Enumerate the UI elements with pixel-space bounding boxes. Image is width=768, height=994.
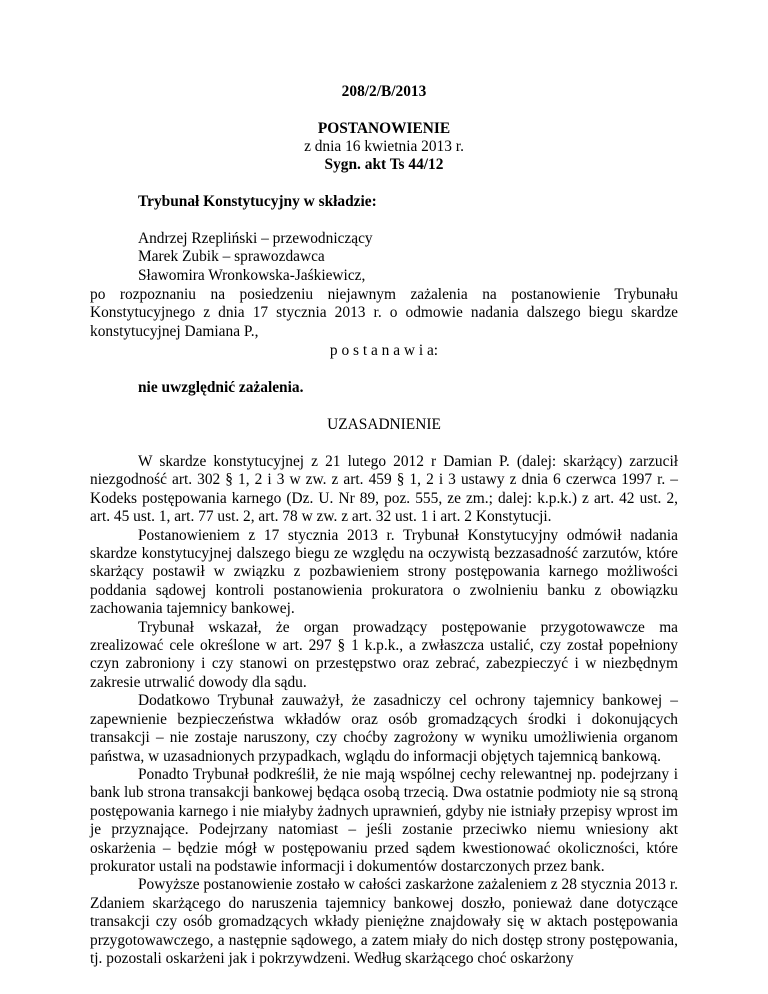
member-judge: Sławomira Wronkowska-Jaśkiewicz, bbox=[138, 266, 366, 284]
justification-heading: UZASADNIENIE bbox=[327, 416, 441, 433]
case-signature: Sygn. akt Ts 44/12 bbox=[324, 156, 444, 173]
document-date: z dnia 16 kwietnia 2013 r. bbox=[304, 138, 464, 155]
decision-text: nie uwzględnić zażalenia. bbox=[138, 379, 304, 396]
justification-paragraph: Trybunał wskazał, że organ prowadzący postępowanie przygotowawcze ma zrealizować cele określone w art. 297 § 1 k.p.k., a zwłaszcza ustalić, czy został popełniony czyn zabroniony i czy stanowi on przestępstwo oraz zebrać, zabezpieczyć i w niezbędnym zakresie utrwalić dowody dla sądu. bbox=[90, 618, 678, 691]
justification-paragraph: Ponadto Trybunał podkreślił, że nie mają wspólnej cechy relewantnej np. podejrzany i bank lub strona transakcji bankowej będąca osobą trzecią. Dwa ostatnie podmioty nie są stroną postępowania karnego i nie miałyby żadnych uprawnień, gdyby nie istniały przepisy wprost im je przyznające. Podejrzany natomiast – jeśli zostanie przeciwko niemu wniesiony akt oskarżenia – będzie mógł w postępowaniu przed sądem kwestionować okoliczności, które prokurator ustali na podstawie informacji i dokumentów dostarczonych przez bank. bbox=[90, 765, 678, 875]
composition-heading: Trybunał Konstytucyjny w składzie: bbox=[138, 193, 377, 210]
justification-paragraph: Postanowieniem z 17 stycznia 2013 r. Trybunał Konstytucyjny odmówił nadania skardze konstytucyjnej dalszego biegu ze względu na oczywistą bezzasadność zarzutów, które skarżący postawił w związku z pozbawieniem strony postępowania karnego możliwości poddania sądowej kontroli postanowienia prokuratora o zwolnieniu banku z obowiązku zachowania tajemnicy bankowej. bbox=[90, 526, 678, 618]
member-rapporteur: Marek Zubik – sprawozdawca bbox=[138, 248, 325, 266]
justification-paragraph: Powyższe postanowienie zostało w całości zaskarżone zażaleniem z 28 stycznia 2013 r. Zdaniem skarżącego do naruszenia tajemnicy bankowej doszło, ponieważ dane dotyczące transakcji czy osób gromadzących wkłady pieniężne znajdowały się w aktach postępowania przygotowawczego, a następnie sądowego, a zatem miały do nich dostęp strony postępowania, tj. pozostali oskarżeni jak i pokrzywdzeni. Według skarżącego choć oskarżony bbox=[90, 876, 678, 967]
justification-body bbox=[90, 453, 678, 968]
justification-paragraph: Dodatkowo Trybunał zauważył, że zasadniczy cel ochrony tajemnicy bankowej – zapewnienie bezpieczeństwa wkładów oraz osób gromadzących środki i dokonujących transakcji – nie zostaje naruszony, czy choćby zagrożony w wyniku umożliwienia organom państwa, w uzasadnionych przypadkach, wglądu do informacji objętych tajemnicą bankową. bbox=[90, 692, 678, 765]
justification-paragraph: W skardze konstytucyjnej z 21 lutego 2012 r Damian P. (dalej: skarżący) zarzucił niezgodność art. 302 § 1, 2 i 3 w zw. z art. 459 § 1, 2 i 3 ustawy z dnia 6 czerwca 1997 r. – Kodeks postępowania karnego (Dz. U. Nr 89, poz. 555, ze zm.; dalej: k.p.k.) z art. 42 ust. 2, art. 45 ust. 1, art. 77 ust. 2, art. 78 w zw. z art. 32 ust. 1 i art. 2 Konstytucji. bbox=[90, 453, 678, 526]
intro-paragraph: po rozpoznaniu na posiedzeniu niejawnym zażalenia na postanowienie Trybunału Konstytucyjnego z dnia 17 stycznia 2013 r. o odmowie nadania dalszego biegu skardze konstytucyjnej Damiana P., bbox=[90, 286, 678, 340]
member-chair: Andrzej Rzepliński – przewodniczący bbox=[138, 230, 373, 247]
composition-members bbox=[138, 230, 373, 285]
case-number: 208/2/B/2013 bbox=[341, 83, 427, 100]
decision-label: p o s t a n a w i a: bbox=[329, 342, 439, 359]
document-title: POSTANOWIENIE bbox=[317, 120, 451, 137]
